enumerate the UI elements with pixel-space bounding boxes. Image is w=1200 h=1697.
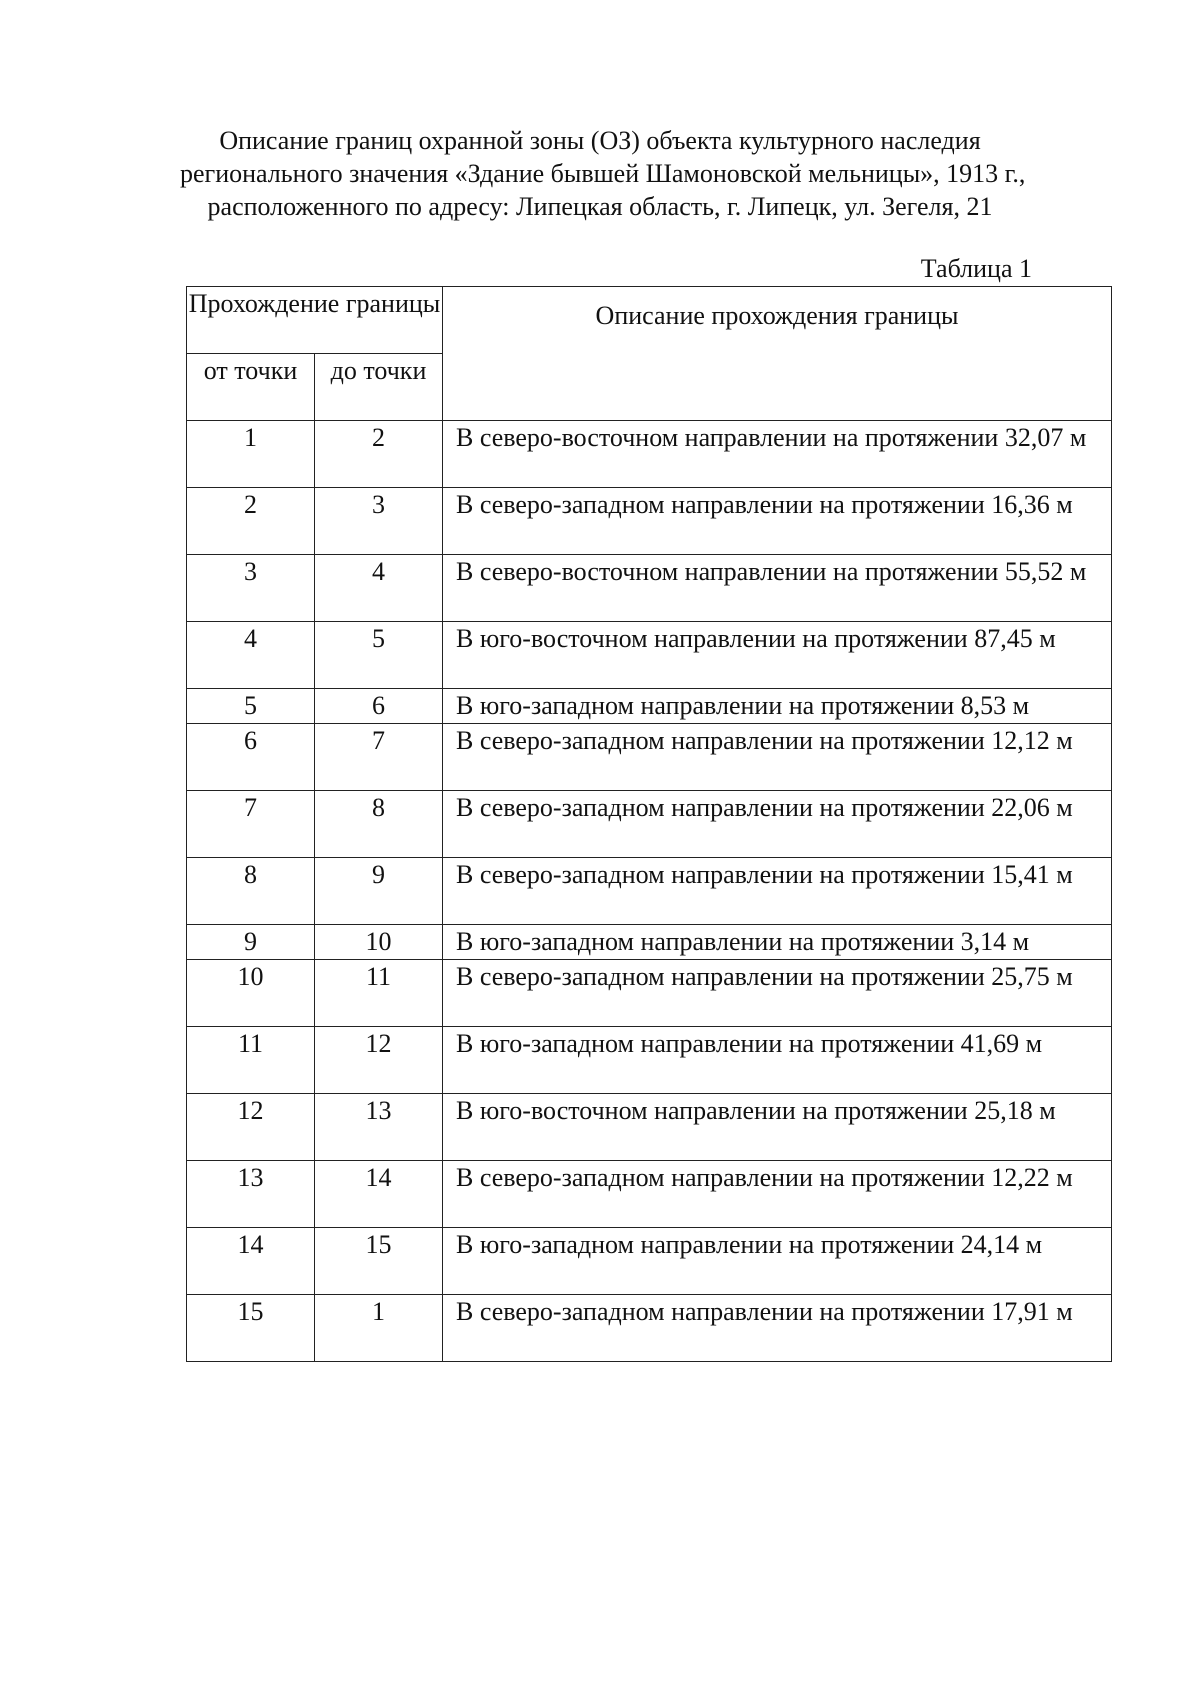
header-description: Описание прохождения границы (443, 287, 1112, 421)
table-row (187, 960, 1112, 1027)
from-point-cell: 12 (187, 1094, 315, 1161)
description-cell: В северо-западном направлении на протяжении 22,06 м (443, 791, 1112, 858)
from-point-cell: 13 (187, 1161, 315, 1228)
to-point-cell: 6 (315, 689, 443, 724)
table-row (187, 1295, 1112, 1362)
description-cell: В северо-западном направлении на протяжении 16,36 м (443, 488, 1112, 555)
table-row (187, 488, 1112, 555)
to-point-cell: 11 (315, 960, 443, 1027)
from-point-cell: 5 (187, 689, 315, 724)
table-body (187, 421, 1112, 1362)
description-cell: В северо-восточном направлении на протяжении 55,52 м (443, 555, 1112, 622)
description-cell: В юго-восточном направлении на протяжении 87,45 м (443, 622, 1112, 689)
table-row (187, 1228, 1112, 1295)
table-row (187, 421, 1112, 488)
description-cell: В северо-западном направлении на протяжении 12,12 м (443, 724, 1112, 791)
header-boundary-passage: Прохождение границы (187, 287, 443, 354)
header-from-point: от точки (187, 354, 315, 421)
from-point-cell: 6 (187, 724, 315, 791)
from-point-cell: 15 (187, 1295, 315, 1362)
to-point-cell: 12 (315, 1027, 443, 1094)
table-row (187, 724, 1112, 791)
description-cell: В северо-западном направлении на протяжении 25,75 м (443, 960, 1112, 1027)
to-point-cell: 10 (315, 925, 443, 960)
table-row (187, 1027, 1112, 1094)
from-point-cell: 4 (187, 622, 315, 689)
from-point-cell: 10 (187, 960, 315, 1027)
from-point-cell: 14 (187, 1228, 315, 1295)
table-row (187, 1094, 1112, 1161)
to-point-cell: 9 (315, 858, 443, 925)
description-cell: В юго-западном направлении на протяжении 8,53 м (443, 689, 1112, 724)
boundary-table (186, 286, 1112, 1362)
description-cell: В юго-восточном направлении на протяжении 25,18 м (443, 1094, 1112, 1161)
to-point-cell: 13 (315, 1094, 443, 1161)
description-cell: В северо-восточном направлении на протяжении 32,07 м (443, 421, 1112, 488)
table-row (187, 925, 1112, 960)
description-cell: В юго-западном направлении на протяжении 3,14 м (443, 925, 1112, 960)
from-point-cell: 8 (187, 858, 315, 925)
to-point-cell: 3 (315, 488, 443, 555)
description-cell: В северо-западном направлении на протяжении 17,91 м (443, 1295, 1112, 1362)
header-to-point: до точки (315, 354, 443, 421)
table-row (187, 555, 1112, 622)
table-row (187, 858, 1112, 925)
from-point-cell: 3 (187, 555, 315, 622)
description-cell: В юго-западном направлении на протяжении 41,69 м (443, 1027, 1112, 1094)
table-label: Таблица 1 (920, 254, 1032, 283)
from-point-cell: 9 (187, 925, 315, 960)
description-cell: В северо-западном направлении на протяжении 12,22 м (443, 1161, 1112, 1228)
table-row (187, 791, 1112, 858)
title-line: расположенного по адресу: Липецкая область, г. Липецк, ул. Зегеля, 21 (207, 192, 993, 221)
from-point-cell: 2 (187, 488, 315, 555)
from-point-cell: 7 (187, 791, 315, 858)
table-row (187, 1161, 1112, 1228)
to-point-cell: 5 (315, 622, 443, 689)
title-line: Описание границ охранной зоны (ОЗ) объекта культурного наследия (219, 126, 981, 155)
to-point-cell: 15 (315, 1228, 443, 1295)
to-point-cell: 1 (315, 1295, 443, 1362)
to-point-cell: 14 (315, 1161, 443, 1228)
to-point-cell: 2 (315, 421, 443, 488)
description-cell: В северо-западном направлении на протяжении 15,41 м (443, 858, 1112, 925)
document-title (180, 124, 1026, 223)
description-cell: В юго-западном направлении на протяжении 24,14 м (443, 1228, 1112, 1295)
to-point-cell: 8 (315, 791, 443, 858)
table-row (187, 689, 1112, 724)
table-header-row (187, 287, 1112, 354)
table-row (187, 622, 1112, 689)
title-line: регионального значения «Здание бывшей Шамоновской мельницы», 1913 г., (180, 159, 1026, 188)
to-point-cell: 4 (315, 555, 443, 622)
from-point-cell: 11 (187, 1027, 315, 1094)
from-point-cell: 1 (187, 421, 315, 488)
to-point-cell: 7 (315, 724, 443, 791)
